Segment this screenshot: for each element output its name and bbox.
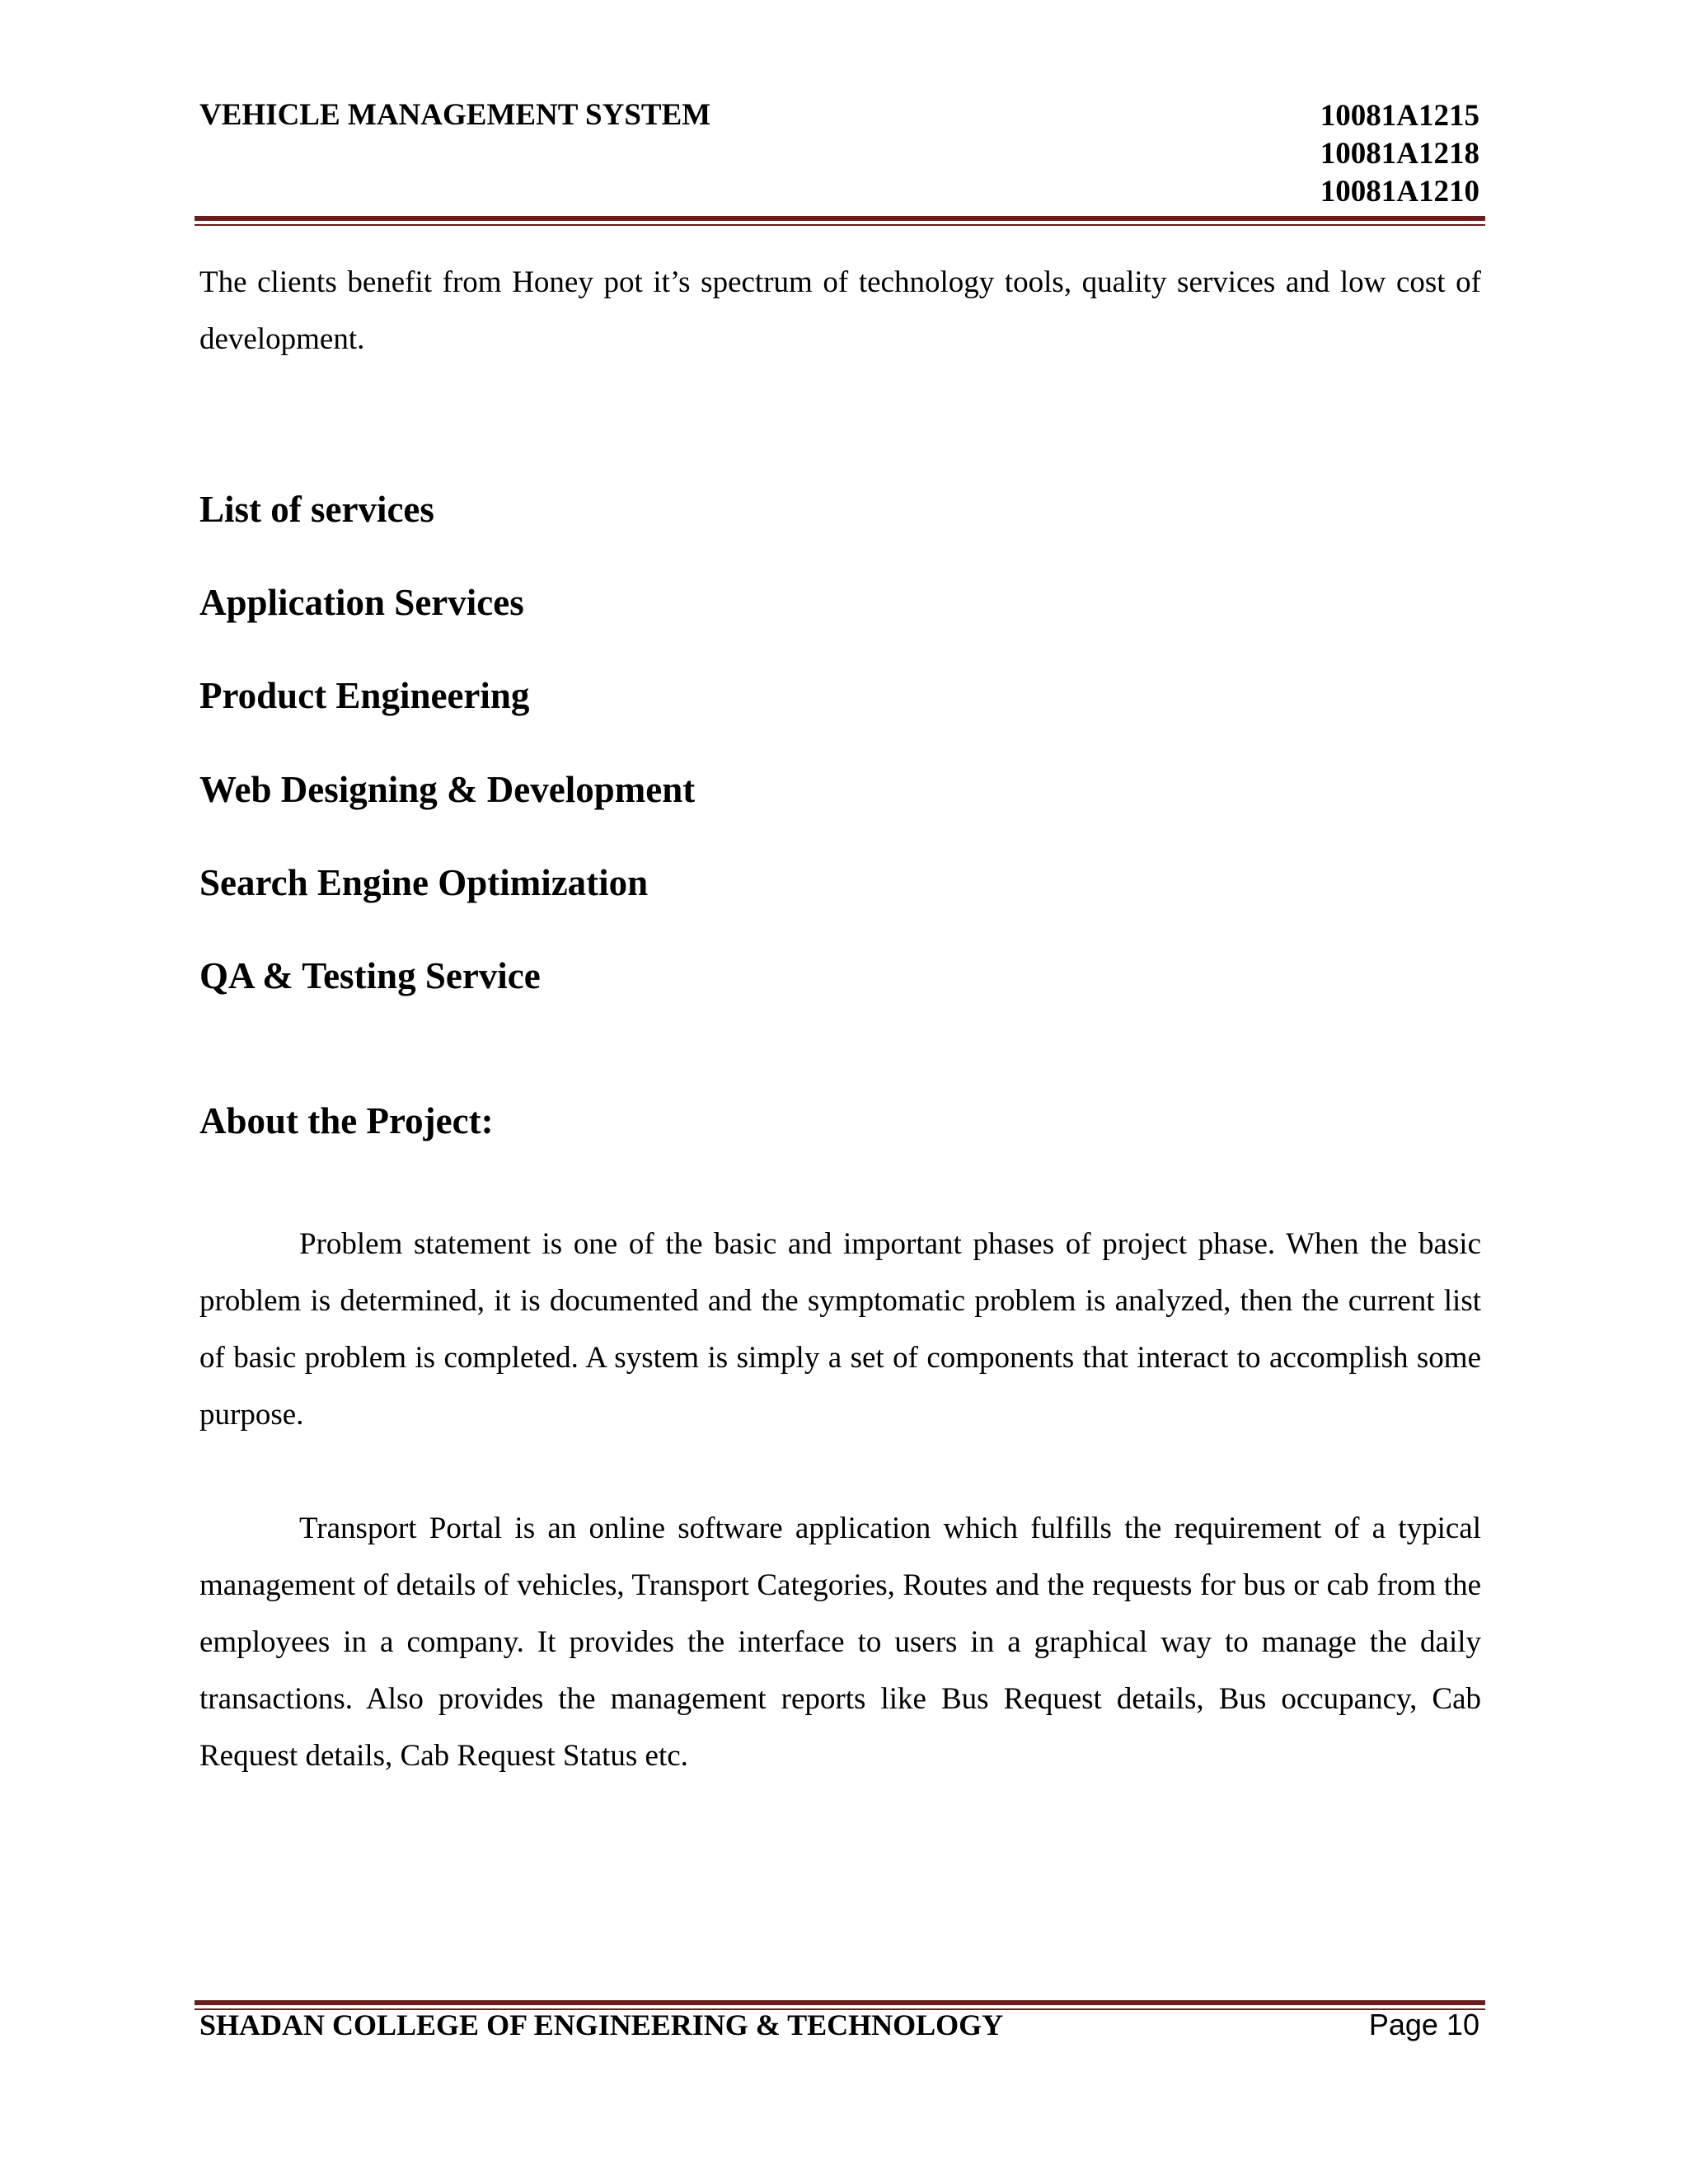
header-id: 10081A1218 (1320, 137, 1479, 171)
service-item: Search Engine Optimization (199, 862, 649, 903)
about-paragraph-1: Problem statement is one of the basic and important phases of project phase. When the basic problem is determined, it is documented and the symptomatic problem is analyzed, then the current list of basic problem is completed. A system is simply a set of components that interact to accomplish some purpose. (199, 1227, 1481, 1432)
service-item: Product Engineering (199, 675, 530, 716)
services-heading: List of services (199, 489, 434, 530)
header-id: 10081A1210 (1320, 175, 1479, 209)
header-rule-thin (195, 224, 1485, 226)
service-item: QA & Testing Service (199, 955, 541, 996)
footer-college: SHADAN COLLEGE OF ENGINEERING & TECHNOLOGY (199, 2008, 1004, 2041)
intro-paragraph: The clients benefit from Honey pot it’s spectrum of technology tools, quality services and low cost of development. (199, 265, 1481, 356)
service-item: Web Designing & Development (199, 769, 696, 810)
header-id: 10081A1215 (1320, 99, 1479, 133)
header-title: VEHICLE MANAGEMENT SYSTEM (199, 98, 711, 132)
footer-rule (195, 2000, 1485, 2005)
service-item: Application Services (199, 582, 524, 623)
about-paragraph-2: Transport Portal is an online software application which fulfills the requirement of a typical management of details of vehicles, Transport Categories, Routes and the requests for bus or cab from the employees in a company. It provides the interface to users in a graphical way to manage the daily transactions. Also provides the management reports like Bus Request details, Bus occupancy, Cab Request details, Cab Request Status etc. (199, 1511, 1481, 1773)
header-ids (1195, 97, 1479, 211)
page-number: Page 10 (1368, 2008, 1479, 2041)
header-rule (195, 216, 1485, 221)
about-heading: About the Project: (199, 1100, 494, 1141)
